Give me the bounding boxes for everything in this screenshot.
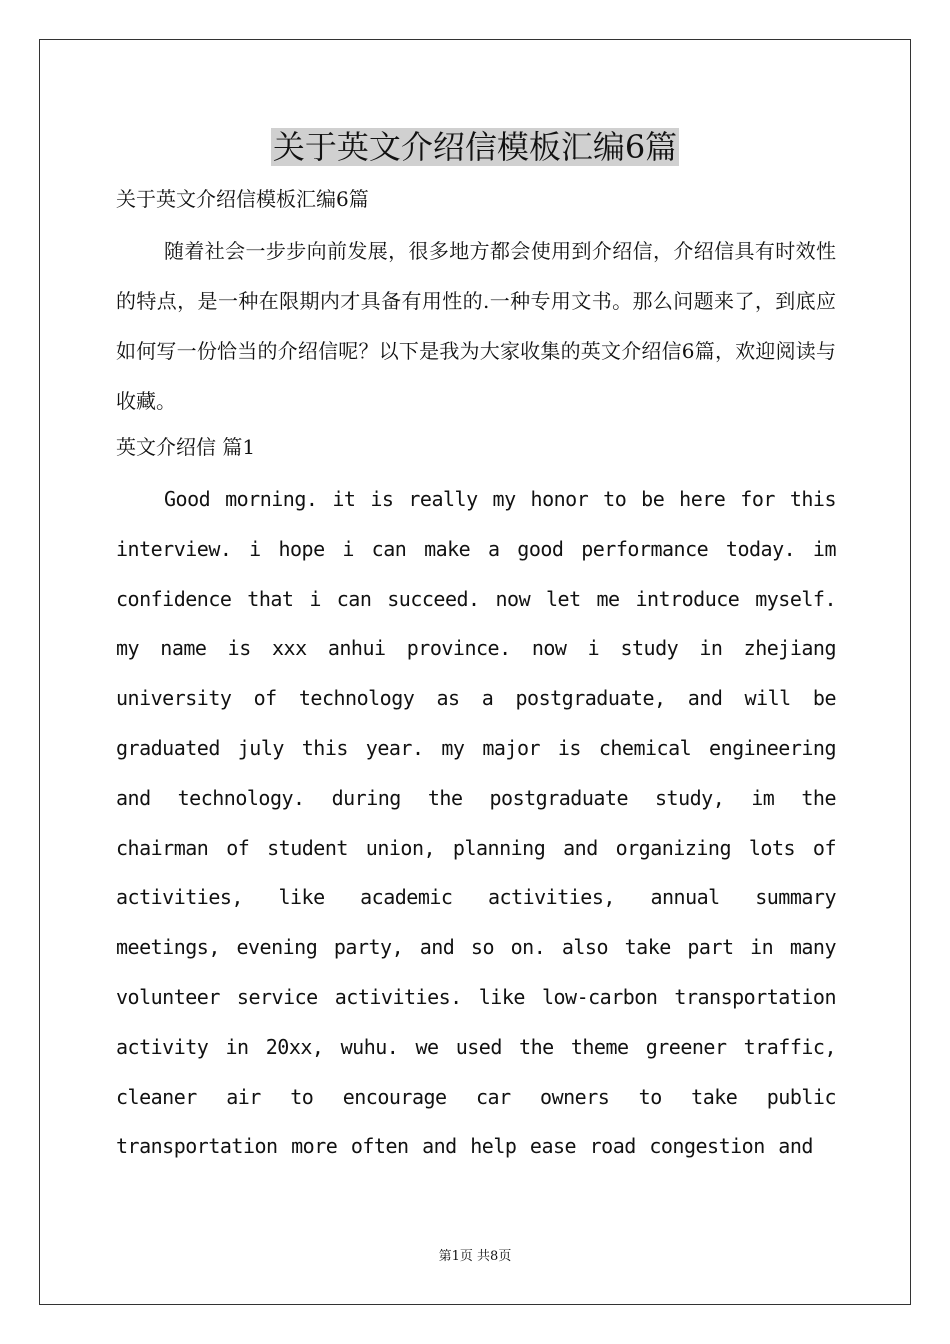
page-footer: 第1页 共8页: [438, 1249, 512, 1264]
document-subtitle: 关于英文介绍信模板汇编6篇: [116, 187, 369, 211]
letter-body-paragraph: Good morning. it is really my honor to be here for this interview. i hope i can make a good performance today. im confidence that i can succeed. now let me introduce myself. my name is xxx anhui province. now i study in zhejiang university of technology as a postgraduate, and will be graduated july this year. my major is chemical engineering and technology. during the postgraduate study, im the chairman of student union, planning and organizing lots of activities, like academic activities, annual summary meetings, evening party, and so on. also take part in many volunteer service activities. like low-carbon transportation activity in 20xx, wuhu. we used the theme greener traffic, cleaner air to encourage car owners to take public transportation more often and help ease road congestion and: [116, 487, 836, 1159]
section-heading: 英文介绍信 篇1: [116, 435, 256, 459]
intro-paragraph: 随着社会一步步向前发展，很多地方都会使用到介绍信，介绍信具有时效性的特点，是一种在限期内才具备有用性的.一种专用文书。那么问题来了，到底应如何写一份恰当的介绍信呢？以下是我为大家收集的英文介绍信6篇，欢迎阅读与收藏。: [116, 239, 836, 413]
document-title: [0, 124, 950, 170]
document-title-text: 关于英文介绍信模板汇编6篇: [272, 128, 678, 166]
